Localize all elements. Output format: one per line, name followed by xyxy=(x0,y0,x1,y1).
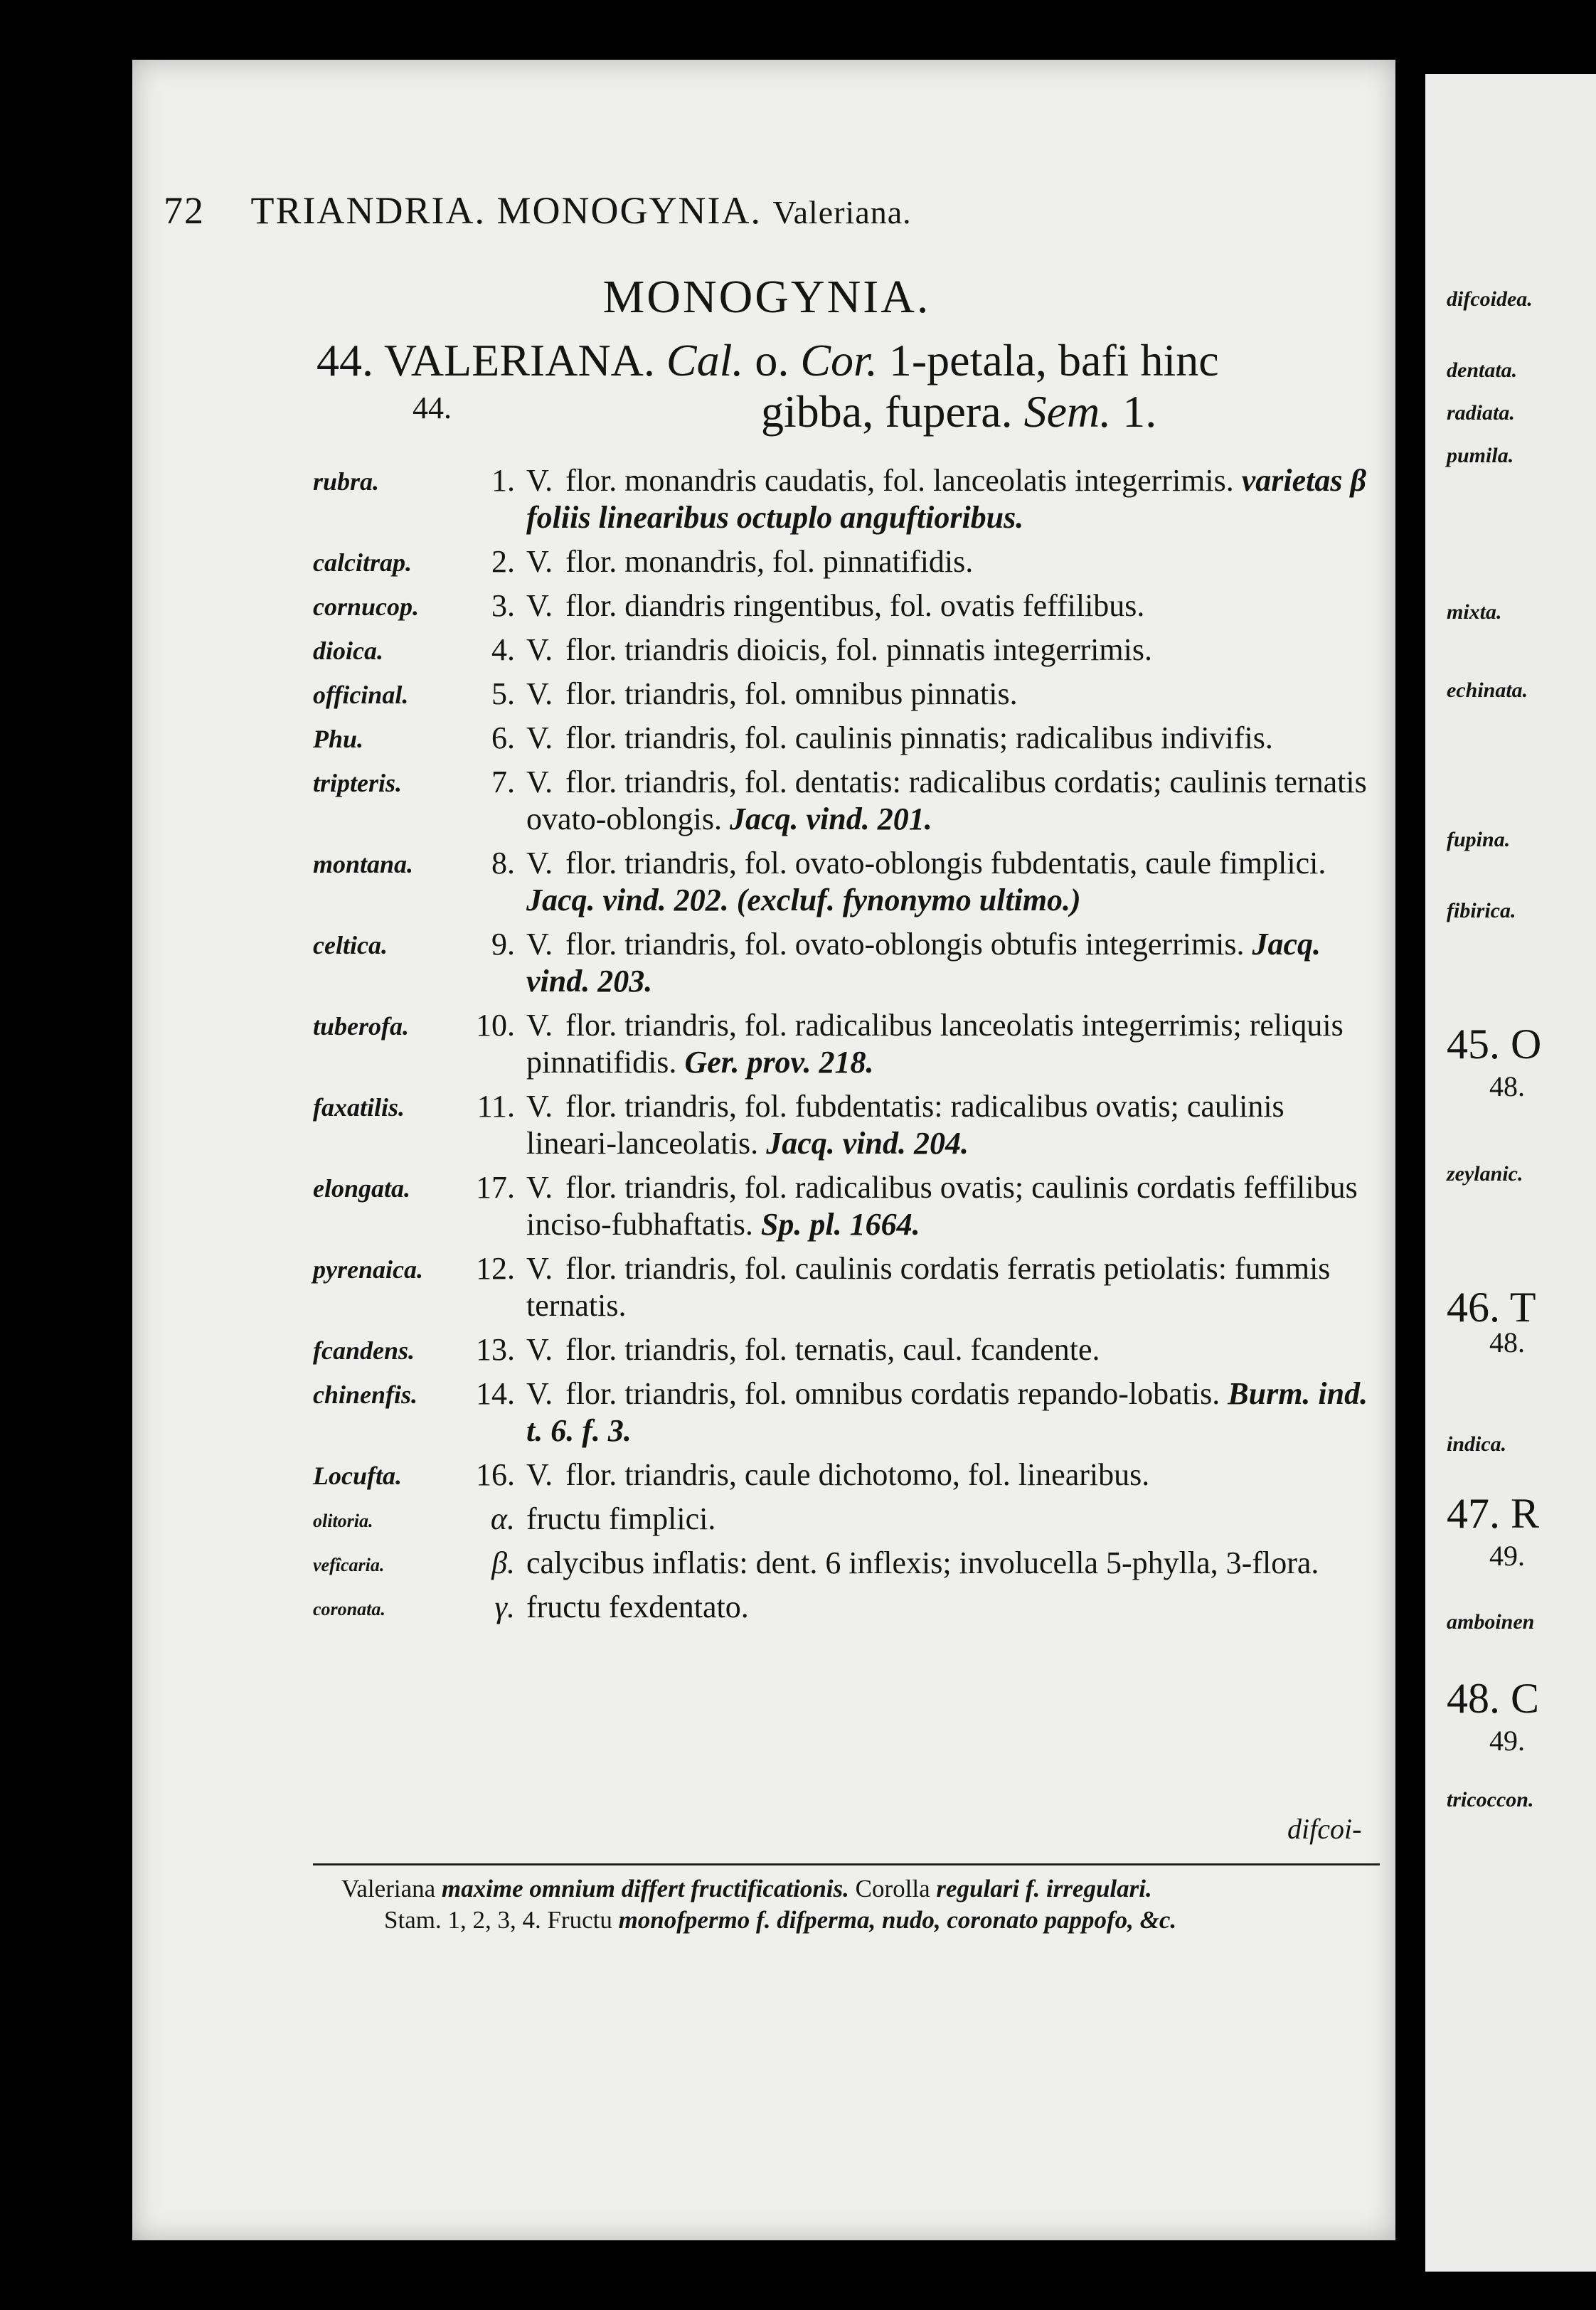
species-description xyxy=(526,1457,1380,1494)
species-name: Phu. xyxy=(313,725,364,753)
species-name: rubra. xyxy=(313,467,380,496)
species-description xyxy=(526,720,1380,757)
species-name: officinal. xyxy=(313,681,409,709)
genus-name: VALERIANA. xyxy=(383,335,655,385)
adjacent-page-text: fupina. xyxy=(1447,828,1511,851)
species-name: tripteris. xyxy=(313,769,403,797)
variety-description: calycibus inflatis: dent. 6 inflexis; involucella 5-phylla, 3-flora. xyxy=(526,1545,1319,1580)
genus-abbrev: V. xyxy=(526,1089,553,1124)
footnote-italic: regulari f. irregulari. xyxy=(936,1875,1152,1902)
species-description xyxy=(526,1007,1380,1081)
citation-text: Sp. pl. 1664. xyxy=(760,1207,920,1242)
species-entry xyxy=(313,676,1380,713)
species-entry xyxy=(313,587,1380,624)
species-entry xyxy=(313,764,1380,838)
adjacent-page-text: zeylanic. xyxy=(1447,1162,1523,1186)
species-description xyxy=(526,462,1380,536)
adjacent-page-text: 47. R xyxy=(1447,1490,1540,1537)
species-number: 16. xyxy=(476,1457,515,1492)
variety-description: fructu fimplici. xyxy=(526,1501,716,1536)
cor-label: Cor. xyxy=(800,335,878,385)
footnote-text: Valeriana xyxy=(341,1875,436,1902)
genus-abbrev: V. xyxy=(526,927,553,962)
species-number: 9. xyxy=(491,927,515,962)
footnote-italic: maxime omnium differt fructificationis. xyxy=(441,1875,849,1902)
genus-abbrev: V. xyxy=(526,632,553,667)
adjacent-page-text: 48. xyxy=(1489,1070,1525,1102)
species-number: 4. xyxy=(491,632,515,667)
running-head xyxy=(164,188,912,233)
adjacent-page-text: 46. T xyxy=(1447,1284,1536,1331)
genus-line2-text: gibba, fupera. xyxy=(761,386,1013,437)
species-description xyxy=(526,926,1380,1000)
species-entry xyxy=(313,462,1380,536)
genus-number: 44. xyxy=(316,335,373,385)
species-entry xyxy=(313,543,1380,580)
adjacent-page-text: 45. O xyxy=(1447,1021,1542,1068)
genus-abbrev: V. xyxy=(526,544,553,579)
variety-name: olitoria. xyxy=(313,1511,373,1531)
footnote-line-2 xyxy=(341,1905,1380,1936)
genus-heading xyxy=(316,334,1219,387)
footnote-line-1 xyxy=(341,1873,1380,1905)
species-entry xyxy=(313,1250,1380,1324)
genus-abbrev: V. xyxy=(526,720,553,755)
catchword: difcoi- xyxy=(1287,1813,1362,1845)
description-text: flor. monandris caudatis, fol. lanceolatis integerrimis. xyxy=(565,463,1242,498)
species-name: tuberofa. xyxy=(313,1012,409,1040)
genus-abbrev: V. xyxy=(526,1170,553,1205)
section-title: MONOGYNIA. xyxy=(602,271,931,323)
footnote xyxy=(341,1873,1380,1936)
sem-value: 1. xyxy=(1122,386,1157,437)
genus-abbrev: V. xyxy=(526,1457,553,1492)
variety-entry xyxy=(313,1545,1380,1582)
genus-abbrev: V. xyxy=(526,1332,553,1367)
cor-value: 1-petala, bafi hinc xyxy=(888,335,1219,385)
species-name: fcandens. xyxy=(313,1336,415,1365)
species-entry xyxy=(313,1088,1380,1162)
species-name: celtica. xyxy=(313,931,388,959)
footnote-italic: monofpermo f. difperma, nudo, coronato pappofo, &c. xyxy=(618,1906,1177,1934)
adjacent-page-text: radiata. xyxy=(1447,401,1515,425)
species-number: 5. xyxy=(491,676,515,711)
adjacent-page-text: pumila. xyxy=(1447,444,1514,467)
description-text: flor. triandris, fol. radicalibus lanceolatis integerrimis; reliquis pinnatifidis. xyxy=(526,1008,1344,1080)
genus-abbrev: V. xyxy=(526,1376,553,1411)
species-name: elongata. xyxy=(313,1174,411,1203)
genus-abbrev: V. xyxy=(526,676,553,711)
variety-entry xyxy=(313,1589,1380,1626)
species-entry xyxy=(313,1375,1380,1449)
description-text: flor. triandris dioicis, fol. pinnatis integerrimis. xyxy=(565,632,1152,667)
species-number: 17. xyxy=(476,1170,515,1205)
citation-text: Jacq. vind. 202. (excluf. fynonymo ultimo.) xyxy=(526,883,1081,917)
species-number: 6. xyxy=(491,720,515,755)
adjacent-page-text: indica. xyxy=(1447,1432,1507,1456)
species-description xyxy=(526,676,1380,713)
citation-text: Ger. prov. 218. xyxy=(684,1045,874,1080)
variety-name: coronata. xyxy=(313,1599,385,1619)
variety-description: fructu fexdentato. xyxy=(526,1590,749,1624)
species-list xyxy=(313,462,1380,1633)
variety-letter: β. xyxy=(491,1545,515,1580)
citation-text: varietas β foliis linearibus octuplo anguftioribus. xyxy=(526,463,1367,535)
species-name: Locufta. xyxy=(313,1462,402,1490)
species-number: 8. xyxy=(491,846,515,880)
adjacent-page-text: 49. xyxy=(1489,1540,1525,1572)
genus-sub-number: 44. xyxy=(413,390,452,425)
species-description xyxy=(526,1331,1380,1368)
sem-label: Sem. xyxy=(1023,386,1112,437)
footnote-text: Corolla xyxy=(855,1875,930,1902)
page-number: 72 xyxy=(164,189,205,232)
species-description xyxy=(526,1375,1380,1449)
genus-abbrev: V. xyxy=(526,1251,553,1286)
species-number: 13. xyxy=(476,1332,515,1367)
genus-abbrev: V. xyxy=(526,588,553,623)
adjacent-page-text: echinata. xyxy=(1447,678,1528,702)
description-text: flor. triandris, fol. ovato-oblongis fubdentatis, caule fimplici. xyxy=(565,846,1326,880)
description-text: flor. triandris, fol. ovato-oblongis obtufis integerrimis. xyxy=(565,927,1252,962)
species-entry xyxy=(313,1457,1380,1494)
citation-text: Jacq. vind. 201. xyxy=(729,802,932,836)
species-name: pyrenaica. xyxy=(313,1255,423,1284)
adjacent-page-text: tricoccon. xyxy=(1447,1788,1534,1811)
species-name: faxatilis. xyxy=(313,1093,405,1122)
species-name: cornucop. xyxy=(313,592,420,621)
species-number: 7. xyxy=(491,765,515,799)
species-description xyxy=(526,632,1380,669)
species-name: chinenfis. xyxy=(313,1380,418,1409)
species-description xyxy=(526,543,1380,580)
species-description xyxy=(526,1088,1380,1162)
species-number: 11. xyxy=(477,1089,515,1124)
species-entry xyxy=(313,632,1380,669)
variety-letter: γ. xyxy=(494,1590,515,1624)
species-number: 14. xyxy=(476,1376,515,1411)
description-text: flor. triandris, fol. dentatis: radicalibus cordatis; caulinis ternatis ovato-oblongis. xyxy=(526,765,1367,836)
species-number: 10. xyxy=(476,1008,515,1043)
species-description xyxy=(526,587,1380,624)
genus-heading-line2 xyxy=(761,385,1156,438)
genus-abbrev: V. xyxy=(526,846,553,880)
genus-abbrev: V. xyxy=(526,1008,553,1043)
species-number: 3. xyxy=(491,588,515,623)
species-description xyxy=(526,1169,1380,1243)
cal-label: Cal. xyxy=(666,335,744,385)
species-entry xyxy=(313,845,1380,919)
genus-abbrev: V. xyxy=(526,765,553,799)
adjacent-page xyxy=(1425,74,1596,2272)
species-entry xyxy=(313,1007,1380,1081)
species-name: montana. xyxy=(313,850,414,878)
description-text: flor. triandris, fol. ternatis, caul. fcandente. xyxy=(565,1332,1100,1367)
variety-letter: α. xyxy=(490,1501,515,1536)
description-text: flor. triandris, fol. caulinis cordatis ferratis petiolatis: fummis ternatis. xyxy=(526,1251,1331,1323)
species-number: 2. xyxy=(491,544,515,579)
species-number: 12. xyxy=(476,1251,515,1286)
footnote-text: Stam. 1, 2, 3, 4. Fructu xyxy=(384,1906,612,1934)
description-text: flor. triandris, fol. omnibus pinnatis. xyxy=(565,676,1018,711)
cal-value: o. xyxy=(755,335,789,385)
adjacent-page-text: fibirica. xyxy=(1447,899,1516,922)
citation-text: Jacq. vind. 204. xyxy=(766,1126,969,1161)
species-entry xyxy=(313,1169,1380,1243)
description-text: flor. triandris, fol. fubdentatis: radicalibus ovatis; caulinis lineari-lanceolatis. xyxy=(526,1089,1284,1161)
description-text: flor. triandris, fol. omnibus cordatis repando-lobatis. xyxy=(565,1376,1228,1411)
description-text: flor. triandris, fol. caulinis pinnatis; radicalibus indivifis. xyxy=(565,720,1273,755)
description-text: flor. triandris, fol. radicalibus ovatis; caulinis cordatis feffilibus inciso-fubhaftatis. xyxy=(526,1170,1358,1242)
species-name: dioica. xyxy=(313,637,383,665)
variety-entry xyxy=(313,1501,1380,1538)
citation-text: Burm. ind. t. 6. f. 3. xyxy=(526,1376,1368,1448)
adjacent-page-text: dentata. xyxy=(1447,358,1518,382)
species-description xyxy=(526,845,1380,919)
species-description xyxy=(526,1250,1380,1324)
adjacent-page-text: difcoidea. xyxy=(1447,287,1533,311)
species-name: calcitrap. xyxy=(313,548,412,577)
species-entry xyxy=(313,720,1380,757)
description-text: flor. diandris ringentibus, fol. ovatis feffilibus. xyxy=(565,588,1145,623)
adjacent-page-text: 48. C xyxy=(1447,1675,1540,1722)
genus-abbrev: V. xyxy=(526,463,553,498)
citation-text: Jacq. vind. 203. xyxy=(526,927,1321,999)
adjacent-page-text: amboinen xyxy=(1447,1610,1535,1634)
footnote-rule xyxy=(313,1863,1380,1865)
species-number: 1. xyxy=(491,463,515,498)
adjacent-page-text: mixta. xyxy=(1447,600,1502,624)
description-text: flor. monandris, fol. pinnatifidis. xyxy=(565,544,974,579)
running-title-genus: Valeriana. xyxy=(772,194,912,230)
adjacent-page-text: 49. xyxy=(1489,1725,1525,1757)
species-entry xyxy=(313,1331,1380,1368)
adjacent-page-text: 48. xyxy=(1489,1326,1525,1358)
species-entry xyxy=(313,926,1380,1000)
variety-name: vefîcaria. xyxy=(313,1555,385,1575)
description-text: flor. triandris, caule dichotomo, fol. linearibus. xyxy=(565,1457,1150,1492)
species-description xyxy=(526,764,1380,838)
running-title: TRIANDRIA. MONOGYNIA. xyxy=(250,189,762,232)
